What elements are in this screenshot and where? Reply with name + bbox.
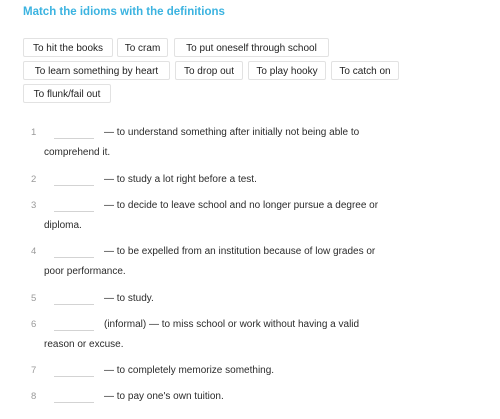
definition-text: — to be expelled from an institution because of low grades or [104,246,376,257]
item-number: 8 [31,391,37,402]
option-chip-catch-on[interactable]: To catch on [331,61,399,80]
item-number: 5 [31,293,37,304]
definition-text: — to understand something after initially not being able to [104,127,360,138]
option-chip-hit-the-books[interactable]: To hit the books [23,38,113,57]
definition-text-continued: diploma. [44,220,82,231]
answer-blank[interactable] [54,391,94,403]
option-chip-drop-out[interactable]: To drop out [175,61,243,80]
answer-blank[interactable] [54,246,94,258]
definition-text-continued: reason or excuse. [44,339,124,350]
item-number: 7 [31,365,37,376]
item-number: 4 [31,246,37,257]
answer-blank[interactable] [54,127,94,139]
item-number: 6 [31,319,37,330]
definition-text: — to decide to leave school and no longer pursue a degree or [104,200,379,211]
option-chip-learn-by-heart[interactable]: To learn something by heart [23,61,170,80]
option-chip-flunk-fail-out[interactable]: To flunk/fail out [23,84,111,103]
definition-text-continued: comprehend it. [44,147,111,158]
option-chip-cram[interactable]: To cram [117,38,168,57]
definition-text: (informal) — to miss school or work without having a valid [104,319,360,330]
answer-blank[interactable] [54,365,94,377]
item-number: 2 [31,174,37,185]
item-number: 3 [31,200,37,211]
definition-text: — to study. [104,293,154,304]
definition-text-continued: poor performance. [44,266,126,277]
item-number: 1 [31,127,37,138]
answer-blank[interactable] [54,200,94,212]
answer-blank[interactable] [54,293,94,305]
definition-text: — to study a lot right before a test. [104,174,257,185]
answer-blank[interactable] [54,174,94,186]
answer-blank[interactable] [54,319,94,331]
option-chip-play-hooky[interactable]: To play hooky [248,61,326,80]
definition-text: — to pay one's own tuition. [104,391,224,402]
exercise-title: Match the idioms with the definitions [23,6,225,18]
option-chip-put-oneself-through-school[interactable]: To put oneself through school [174,38,329,57]
definition-text: — to completely memorize something. [104,365,275,376]
